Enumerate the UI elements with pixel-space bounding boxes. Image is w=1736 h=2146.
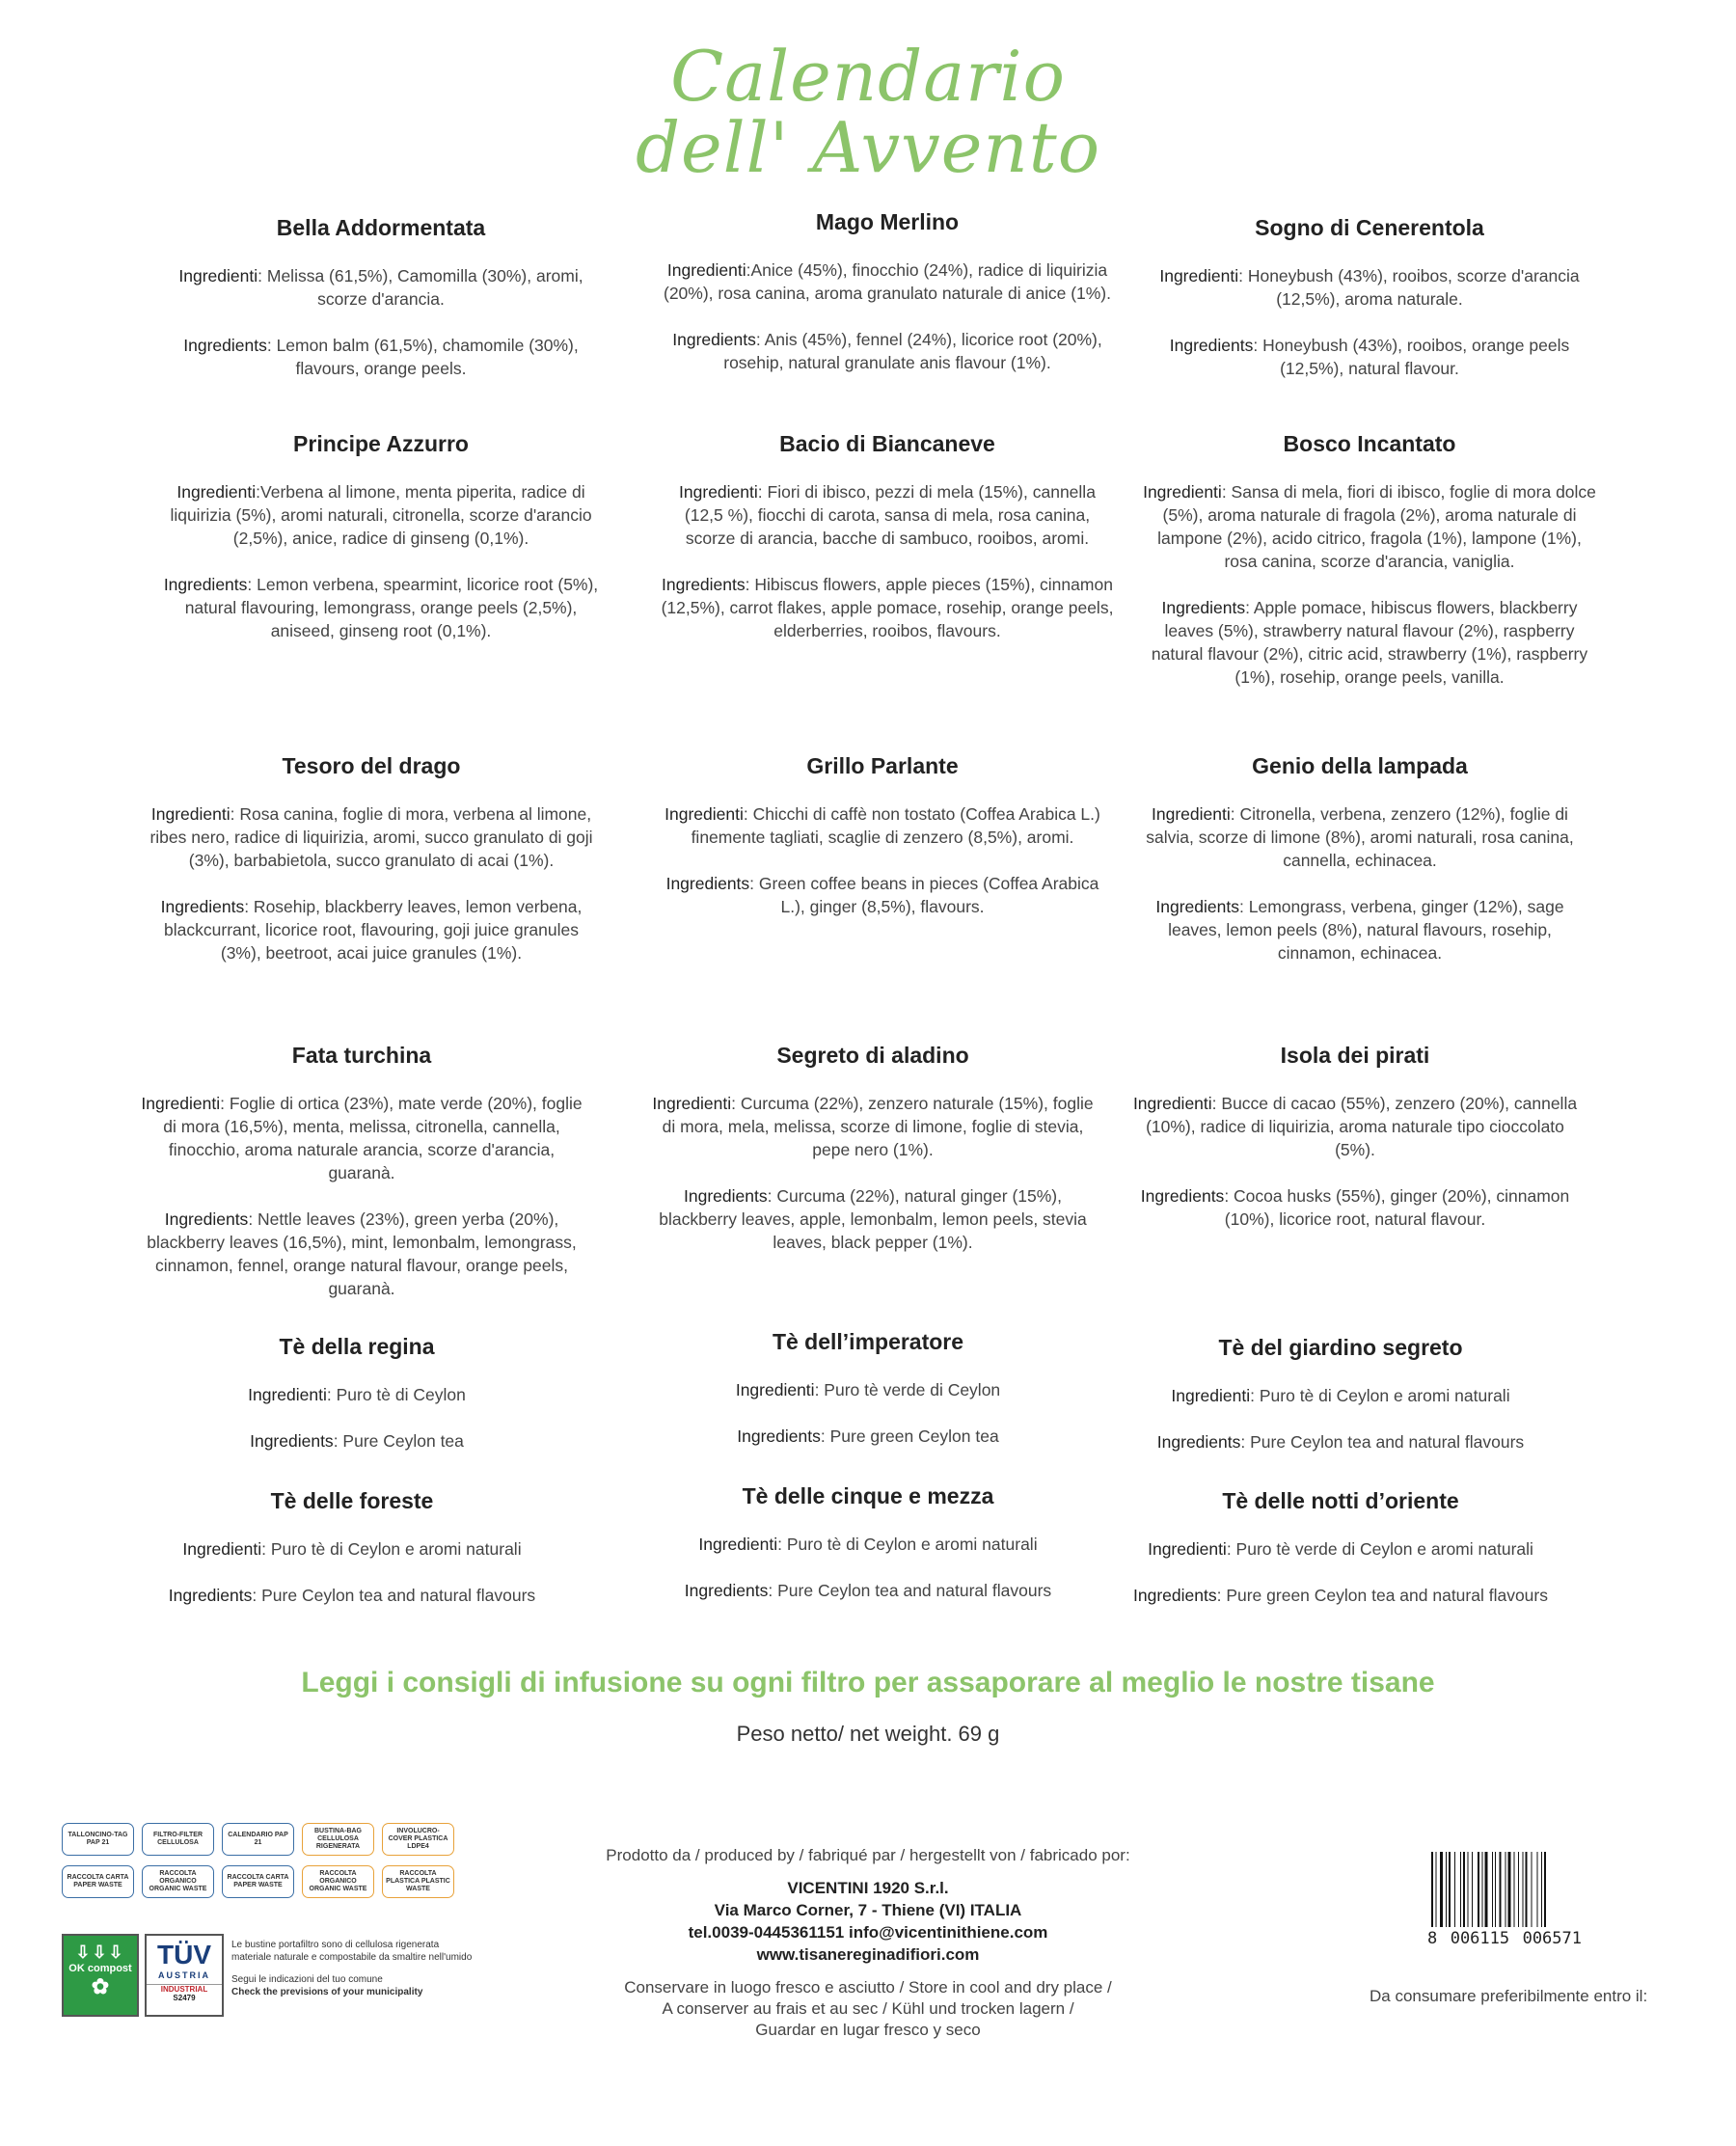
ingredients-en-text: : Hibiscus flowers, apple pieces (15%), cinnamon (12,5%), carrot flakes, apple pomace, rosehip, orange peels, elderberries, rooibos, flavours. [661,575,1114,640]
product-card [130,1333,583,1476]
tuv-brand: TÜV [157,1940,211,1969]
ingredients-en-label: Ingredients [737,1426,821,1446]
ingredients-en [1143,596,1596,689]
product-name: Bacio di Biancaneve [779,431,995,456]
ingredients-it [646,1092,1099,1161]
barcode-bar [1460,1852,1461,1927]
ingredients-en [661,573,1114,642]
ingredients-en [641,1425,1095,1448]
ingredients-en [145,895,598,964]
barcode-bar [1468,1852,1469,1927]
product-card [661,208,1114,397]
ingredients-en-text: : Pure Ceylon tea [333,1431,464,1451]
product-name: Sogno di Cenerentola [1255,215,1484,240]
recycle-label-tag: TALLONCINO-TAG PAP 21 [62,1823,134,1856]
ingredients-it-label: Ingredienti [652,1094,732,1113]
ingredients-it [125,1537,579,1561]
ingredients-en-text: : Nettle leaves (23%), green yerba (20%), blackberry leaves (16,5%), mint, lemonbalm, lemongrass, cinnamon, fennel, orange natural flavour, orange peels, guaranà. [147,1209,577,1298]
ingredients-en-text: : Rosehip, blackberry leaves, lemon verbena, blackcurrant, licorice root, flavouring, goji juice granules (3%), beetroot, acai juice granules (1%). [164,897,583,963]
barcode-bar [1485,1852,1488,1927]
ingredients-en [154,334,608,380]
product-card [145,752,598,988]
ingredients-it [154,480,608,550]
product-name: Genio della lampada [1252,753,1468,778]
ingredients-it [130,1383,583,1406]
product-card [1114,1334,1567,1477]
product-name: Tè delle foreste [270,1488,434,1513]
barcode-bar [1500,1852,1502,1927]
ingredients-en-text: : Pure Ceylon tea and natural flavours [768,1581,1052,1600]
ingredients-en-label: Ingredients [183,336,267,355]
ingredients-it-text: :Verbena al limone, menta piperita, radice di liquirizia (5%), aromi naturali, citronella, scorze d'arancio (2,5%), anice, radice di ginseng (0,1%). [170,482,592,548]
product-name: Isola dei pirati [1280,1043,1430,1068]
ingredients-en [1128,1184,1582,1231]
compost-arrows-icon: ⇩⇩⇩ [75,1942,125,1962]
product-card [1128,1042,1582,1254]
waste-label-paper: RACCOLTA CARTA PAPER WASTE [222,1865,294,1898]
ingredients-en-label: Ingredients [1161,598,1246,617]
waste-label-plastic: RACCOLTA PLASTICA PLASTIC WASTE [382,1865,454,1898]
barcode-bar [1537,1852,1538,1927]
storage-line-2: A conserver au frais et au sec / Kühl und trocken lagern / [662,1999,1074,2018]
product-name: Tè delle cinque e mezza [742,1483,994,1508]
barcode-bar [1440,1852,1443,1927]
ingredients-en-text: : Lemon verbena, spearmint, licorice root (5%), natural flavouring, lemongrass, orange peels (2,5%), aniseed, ginseng root (0,1%). [184,575,599,640]
barcode-bar [1454,1852,1455,1927]
product-card [1133,752,1587,988]
ingredients-it-text: : Honeybush (43%), rooibos, scorze d'arancia (12,5%), aroma naturale. [1238,266,1580,309]
waste-label-paper: RACCOLTA CARTA PAPER WASTE [62,1865,134,1898]
barcode-bar [1472,1852,1473,1927]
ingredients-en-label: Ingredients [168,1586,253,1605]
ingredients-en-text: : Honeybush (43%), rooibos, orange peels (12,5%), natural flavour. [1253,336,1570,378]
ingredients-en-label: Ingredients [160,897,245,916]
barcode-bar [1544,1852,1546,1927]
product-card [135,1042,588,1323]
ingredients-it-text: : Puro tè di Ceylon e aromi naturali [1250,1386,1510,1405]
product-name: Segreto di aladino [776,1043,969,1068]
best-before-label: Da consumare preferibilmente entro il: [1370,1987,1648,2005]
producer-contact: tel.0039-0445361151 info@vicentinithiene.com [688,1923,1048,1942]
ingredients-it-label: Ingredienti [679,482,758,502]
storage-line-1: Conservare in luogo fresco e asciutto / Store in cool and dry place / [624,1978,1112,1997]
barcode-bar [1431,1852,1433,1927]
ingredients-en [135,1208,588,1300]
ingredients-en [1143,334,1596,380]
ingredients-it-label: Ingredienti [735,1380,815,1399]
product-card [1114,1487,1567,1630]
ingredients-en-text: : Lemon balm (61,5%), chamomile (30%), flavours, orange peels. [266,336,579,378]
ingredients-it-label: Ingredienti [666,260,746,280]
flower-icon: ✿ [91,1974,110,1998]
barcode-bar [1449,1852,1451,1927]
ingredients-it-text: : Fiori di ibisco, pezzi di mela (15%), cannella (12,5 %), fiocchi di carota, sansa di mela, rosa canina, scorze di arancia, bacche di sambuco, rooibos, aromi. [684,482,1096,548]
ingredients-en-label: Ingredients [1140,1186,1225,1206]
ingredients-en-label: Ingredients [662,575,746,594]
product-name: Fata turchina [291,1043,432,1068]
ingredients-it-label: Ingredienti [1159,266,1239,285]
product-name: Grillo Parlante [806,753,959,778]
ingredients-en-label: Ingredients [672,330,756,349]
product-name: Mago Merlino [815,209,960,234]
ingredients-en [641,1579,1095,1602]
ingredients-en-text: : Green coffee beans in pieces (Coffea Arabica L.), ginger (8,5%), flavours. [749,874,1099,916]
product-card [154,214,608,403]
barcode-bar [1508,1852,1511,1927]
ingredients-it [656,802,1109,849]
ingredients-en-text: : Pure Ceylon tea and natural flavours [1240,1432,1525,1452]
ingredients-en [1133,895,1587,964]
ingredients-it-label: Ingredienti [248,1385,327,1404]
ok-compost-logo [62,1934,139,2017]
product-name: Principe Azzurro [293,431,469,456]
ingredients-en-text: : Pure Ceylon tea and natural flavours [252,1586,536,1605]
ingredients-it-text: : Puro tè verde di Ceylon [814,1380,1001,1399]
ingredients-en-text: : Curcuma (22%), natural ginger (15%), blackberry leaves, apple, lemonbalm, lemon peels, stevia leaves, black pepper (1%). [659,1186,1087,1252]
product-card [641,1482,1095,1625]
ingredients-en-text: : Cocoa husks (55%), ginger (20%), cinnamon (10%), licorice root, natural flavour. [1224,1186,1570,1229]
product-card [646,1042,1099,1277]
recycle-label-filter: FILTRO-FILTER CELLULOSA [142,1823,214,1856]
barcode-bar [1541,1852,1542,1927]
ingredients-it-text: : Rosa canina, foglie di mora, verbena al limone, ribes nero, radice di liquirizia, aromi, succo granulato di goji (3%), barbabietola, succo granulato di acai (1%). [149,804,593,870]
barcode-bars [1427,1852,1582,1927]
ingredients-en [125,1584,579,1607]
tuv-country: AUSTRIA [158,1970,210,1980]
disposal-note-municipality-en: Check the previsions of your municipality [231,1987,423,1997]
product-name: Tè della regina [279,1334,435,1359]
barcode-bar [1505,1852,1506,1927]
barcode-bar [1463,1852,1465,1927]
ingredients-en [646,1184,1099,1254]
barcode-bar [1514,1852,1515,1927]
ingredients-en-text: : Apple pomace, hibiscus flowers, blackberry leaves (5%), strawberry natural flavour (2%), raspberry natural flavour (2%), citric acid, strawberry (1%), raspberry (1%), rosehip, orange peels, vanilla. [1151,598,1588,687]
barcode-bar [1523,1852,1524,1927]
ingredients-it [154,264,608,311]
product-name: Bella Addormentata [276,215,486,240]
recycling-row-components [62,1823,467,1856]
recycling-row-waste [62,1865,467,1898]
ingredients-en-label: Ingredients [1156,1432,1241,1452]
product-name: Tè delle notti d’oriente [1222,1488,1459,1513]
product-card [154,430,608,666]
infusion-tagline: Leggi i consigli di infusione su ogni filtro per assaporare al meglio le nostre tisane [301,1667,1435,1698]
barcode-bar [1482,1852,1483,1927]
waste-label-organic: RACCOLTA ORGANICO ORGANIC WASTE [302,1865,374,1898]
ingredients-it-text: : Puro tè verde di Ceylon e aromi naturali [1226,1539,1533,1559]
disposal-note [231,1939,473,1998]
producer-info [555,1846,1181,2041]
ingredients-it-text: : Sansa di mela, fiori di ibisco, foglie di mora dolce (5%), aroma naturale di fragola (2%), aroma naturale di lampone (2%), acido citrico, fragola (1%), lampone (1%), rosa canina, scorze d'arancia, vaniglia. [1157,482,1596,571]
ingredients-it [1143,264,1596,311]
ingredients-it-text: : Foglie di ortica (23%), mate verde (20%), foglie di mora (16,5%), menta, melissa, citronella, cannella, finocchio, aroma naturale arancia, scorze d'arancia, guaranà. [163,1094,583,1182]
ingredients-it-text: : Citronella, verbena, zenzero (12%), foglie di salvia, scorze di limone (8%), aromi naturali, rosa canina, cannella, echinacea. [1146,804,1574,870]
ingredients-it [1114,1537,1567,1561]
barcode-digits-right: 006571 [1522,1929,1582,1948]
ingredients-it-label: Ingredienti [698,1535,778,1554]
ingredients-it [135,1092,588,1184]
ingredients-en [1114,1584,1567,1607]
product-card [1143,214,1596,403]
recycle-label-cover: INVOLUCRO-COVER PLASTICA LDPE4 [382,1823,454,1856]
ingredients-en-label: Ingredients [684,1581,769,1600]
ingredients-it-label: Ingredienti [178,266,258,285]
producer-address: Via Marco Corner, 7 - Thiene (VI) ITALIA [714,1901,1022,1919]
barcode [1427,1852,1582,1948]
ingredients-en [154,573,608,642]
producer-intro: Prodotto da / produced by / fabriqué par / hergestellt von / fabricado por: [606,1846,1130,1864]
ingredients-it-label: Ingredienti [665,804,744,824]
title-line-1: Calendario [670,36,1066,117]
ingredients-it-text: : Melissa (61,5%), Camomilla (30%), aromi, scorze d'arancia. [258,266,583,309]
barcode-bar [1478,1852,1479,1927]
tuv-austria-logo [145,1934,224,2017]
disposal-note-municipality-it: Segui le indicazioni del tuo comune [231,1974,383,1985]
net-weight: Peso netto/ net weight. 69 g [736,1722,1000,1746]
ingredients-en-text: : Anis (45%), fennel (24%), licorice root (20%), rosehip, natural granulate anis flavour (1%). [723,330,1102,372]
product-card [1143,430,1596,712]
ingredients-it-label: Ingredienti [1143,482,1222,502]
ingredients-en-text: : Pure green Ceylon tea [820,1426,999,1446]
storage-line-3: Guardar en lugar fresco y seco [755,2021,981,2039]
product-card [661,430,1114,666]
barcode-digit-prefix: 8 [1427,1929,1438,1948]
ingredients-it-text: : Chicchi di caffè non tostato (Coffea Arabica L.) finemente tagliati, scaglie di zenzero (8,5%), aromi. [691,804,1100,847]
ingredients-it [661,480,1114,550]
recycling-labels [62,1823,467,1908]
disposal-note-cellulose: Le bustine portafiltro sono di cellulosa rigenerata materiale naturale e compostabile da smaltire nell'umido [231,1940,473,1963]
product-card [641,1328,1095,1471]
ingredients-it-text: : Puro tè di Ceylon [326,1385,466,1404]
ingredients-en-label: Ingredients [665,874,750,893]
ingredients-it-label: Ingredienti [1132,1094,1212,1113]
ingredients-en-label: Ingredients [1133,1586,1217,1605]
ingredients-en [1114,1430,1567,1453]
ingredients-it [1143,480,1596,573]
product-name: Tesoro del drago [282,753,461,778]
ingredients-it [661,258,1114,305]
ingredients-en [656,872,1109,918]
tuv-type: INDUSTRIAL [147,1984,222,1994]
ingredients-en-text: : Lemongrass, verbena, ginger (12%), sage leaves, lemon peels (8%), natural flavours, rosehip, cinnamon, echinacea. [1168,897,1564,963]
barcode-bar [1518,1852,1519,1927]
ingredients-en [661,328,1114,374]
ingredients-it [1128,1092,1582,1161]
tuv-code: S2479 [173,1994,196,2002]
barcode-bar [1446,1852,1447,1927]
barcode-bar [1532,1852,1533,1927]
producer-website: www.tisanereginadifiori.com [756,1945,980,1964]
ingredients-en-label: Ingredients [250,1431,334,1451]
ingredients-it-label: Ingredienti [182,1539,262,1559]
ingredients-it-text: : Curcuma (22%), zenzero naturale (15%), foglie di mora, mela, melissa, scorze di limone, foglie di stevia, pepe nero (1%). [662,1094,1094,1159]
ingredients-it-label: Ingredienti [176,482,257,502]
ingredients-en-label: Ingredients [164,1209,249,1229]
ingredients-it-label: Ingredienti [141,1094,221,1113]
ingredients-en-label: Ingredients [163,575,248,594]
ingredients-it-label: Ingredienti [150,804,231,824]
ok-compost-label: OK compost [68,1963,132,1974]
ingredients-en-text: : Pure green Ceylon tea and natural flavours [1216,1586,1548,1605]
product-name: Bosco Incantato [1283,431,1456,456]
barcode-bar [1436,1852,1437,1927]
ingredients-en-label: Ingredients [1155,897,1239,916]
product-name: Tè del giardino segreto [1218,1335,1463,1360]
title-line-2: dell' Avvento [635,107,1101,188]
ingredients-en-label: Ingredients [1169,336,1254,355]
barcode-bar [1492,1852,1493,1927]
ingredients-en-label: Ingredients [684,1186,768,1206]
barcode-digits-left: 006115 [1450,1929,1510,1948]
barcode-bar [1495,1852,1496,1927]
ingredients-en [130,1429,583,1453]
barcode-digits [1427,1929,1582,1948]
recycle-label-calendar: CALENDARIO PAP 21 [222,1823,294,1856]
ingredients-it [1114,1384,1567,1407]
ingredients-it-text: : Bucce di cacao (55%), zenzero (20%), cannella (10%), radice di liquirizia, aroma naturale tipo cioccolato (5%). [1146,1094,1578,1159]
ingredients-it-label: Ingredienti [1152,804,1231,824]
producer-company: VICENTINI 1920 S.r.l. [787,1879,949,1897]
recycle-label-bag: BUSTINA-BAG CELLULOSA RIGENERATA [302,1823,374,1856]
product-card [656,752,1109,941]
product-card [125,1487,579,1630]
ingredients-it [641,1378,1095,1401]
ingredients-it-text: : Puro tè di Ceylon e aromi naturali [261,1539,522,1559]
product-name: Tè dell’imperatore [772,1329,964,1354]
ingredients-it [641,1533,1095,1556]
ingredients-it-text: : Puro tè di Ceylon e aromi naturali [777,1535,1038,1554]
ingredients-it-label: Ingredienti [1148,1539,1227,1559]
ingredients-it-text: :Anice (45%), finocchio (24%), radice di liquirizia (20%), rosa canina, aroma granulato naturale di anice (1%). [664,260,1111,303]
barcode-bar [1526,1852,1528,1927]
ingredients-it [145,802,598,872]
ingredients-it [1133,802,1587,872]
waste-label-organic: RACCOLTA ORGANICO ORGANIC WASTE [142,1865,214,1898]
ingredients-it-label: Ingredienti [1171,1386,1251,1405]
